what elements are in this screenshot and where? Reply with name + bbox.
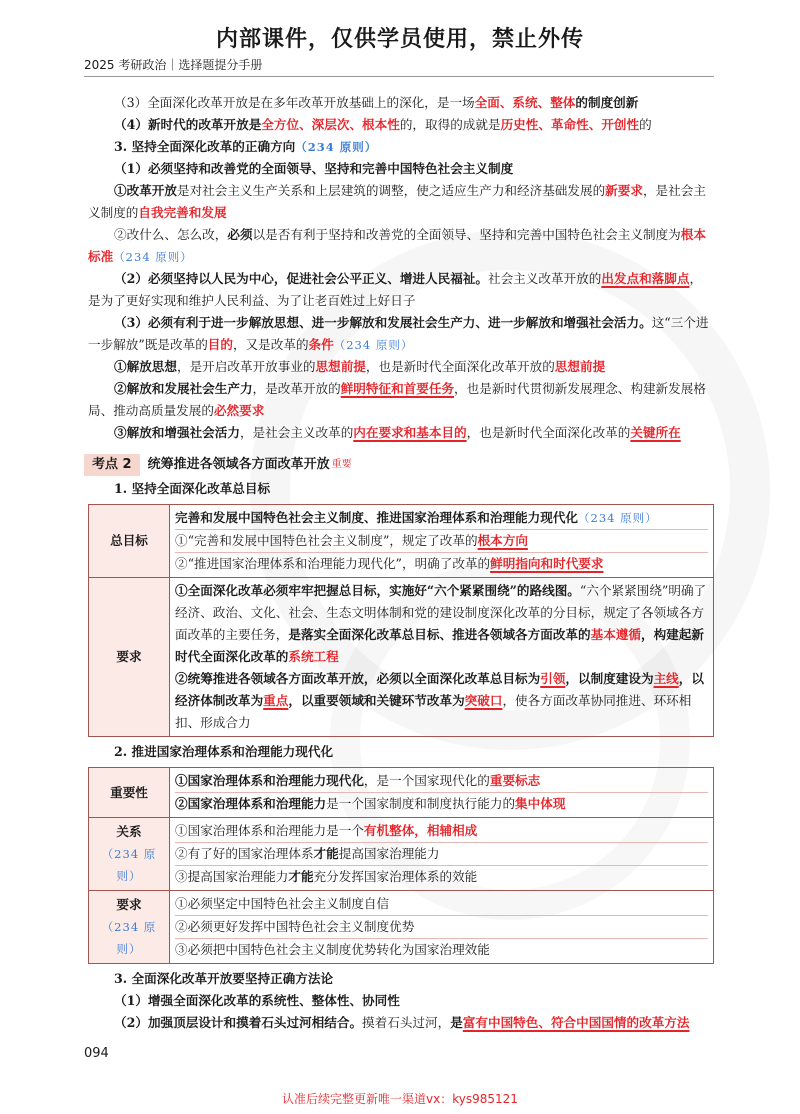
row-label: [89, 818, 170, 891]
text: ①解放思想: [114, 359, 177, 374]
highlight: 关键所在: [630, 425, 681, 440]
row-label: [89, 891, 170, 964]
page-number: 094: [84, 1046, 109, 1061]
point-3-3: [88, 312, 714, 356]
text: ，是社会主义制度的: [88, 183, 706, 220]
text: ③必须把中国特色社会主义制度优势转化为国家治理效能: [175, 938, 708, 961]
text: （2）必须坚持以人民为中心，促进社会公平正义、增进人民福祉。: [114, 271, 488, 286]
row-content: [170, 505, 714, 578]
page-content: [88, 92, 714, 1034]
text: （1）增强全面深化改革的系统性、整体性、协同性: [114, 993, 400, 1008]
text: ，是为了更好实现和维护人民利益、为了让老百姓过上好日子: [88, 271, 703, 308]
text: ②统筹推进各领域各方面改革开放，必须以全面深化改革总目标为: [175, 671, 541, 686]
text: 的，取得的成就是: [399, 117, 501, 132]
text: ，使各方面改革协同推进、环环相扣、形成合力: [175, 693, 692, 730]
label-text: 要求: [116, 897, 142, 912]
table-overall-goal: [88, 504, 714, 737]
text: ①必须坚定中国特色社会主义制度自信: [175, 896, 390, 911]
text: 以是否有利于坚持和改善党的全面领导、坚持和完善中国特色社会主义制度为: [252, 227, 681, 242]
text: 完善和发展中国特色社会主义制度、推进国家治理体系和治理能力现代化: [175, 510, 578, 525]
highlight: 自我完善和发展: [138, 205, 227, 220]
kaodian-2-heading: [88, 454, 714, 476]
text: 才能: [288, 869, 314, 884]
highlight: 主线: [653, 671, 679, 686]
highlight: 系统工程: [288, 649, 339, 664]
header-divider: [84, 76, 714, 77]
text: 这“三个进一步解放”既是改革的: [88, 315, 709, 352]
text: 必须: [227, 227, 253, 242]
highlight: 必然要求: [213, 403, 265, 418]
kaodian-tag: 考点 2: [84, 454, 140, 476]
row-label: 总目标: [89, 505, 170, 578]
highlight: 重要标志: [489, 773, 541, 788]
text: 是: [450, 1015, 463, 1030]
principle-tag: （234 原则）: [333, 338, 414, 352]
label-text: 关系: [116, 824, 142, 839]
row-label: 要求: [89, 578, 170, 737]
section-3-heading: [88, 136, 714, 158]
text: ②改什么、怎么改，: [114, 227, 228, 242]
text: “六个紧紧围绕”明确了经济、政治、文化、社会、生态文明体制和党的建设制度深化改革的分目标，规定了各领域各方面改革的主要任务，: [175, 583, 707, 642]
highlight: 历史性、革命性、开创性: [500, 117, 640, 132]
text: （3）必须有利于进一步解放思想、进一步解放和发展社会生产力、进一步解放和增强社会活力。: [114, 315, 652, 330]
text: 是对社会主义生产关系和上层建筑的调整，使之适应生产力和经济基础发展的: [176, 183, 606, 198]
highlight: 引领: [540, 671, 566, 686]
text: （1）必须坚持和改善党的全面领导、坚持和完善中国特色社会主义制度: [114, 161, 514, 176]
text: 的: [639, 117, 652, 132]
text: 提高国家治理能力: [338, 846, 440, 861]
text: ①国家治理体系和治理能力是一个: [175, 823, 364, 838]
text: ②解放和发展社会生产力: [114, 381, 253, 396]
principle-tag: （234 原则）: [113, 250, 193, 264]
text: ，是开启改革开放事业的: [176, 359, 316, 374]
text: ②“推进国家治理体系和治理能力现代化”，明确了改革的: [175, 556, 491, 571]
text: ①改革开放: [114, 183, 177, 198]
text: ，也是新时代全面深化改革开放的: [365, 359, 555, 374]
highlight: 思想前提: [315, 359, 366, 374]
text: ③解放和增强社会活力: [114, 425, 240, 440]
text: ，又是改革的: [232, 337, 309, 352]
text: ，是社会主义改革的: [239, 425, 354, 440]
highlight: 突破口: [464, 693, 503, 708]
highlight: 思想前提: [554, 359, 606, 374]
text: ，是一个国家现代化的: [363, 773, 490, 788]
text: ，构建起新时代全面深化改革的: [175, 627, 704, 664]
principle-tag: （234 原则）: [295, 140, 378, 154]
highlight: 根本方向: [477, 533, 528, 548]
point-3-1: [88, 158, 714, 180]
text: 的制度创新: [575, 95, 639, 110]
highlight: 全面、系统、整体: [474, 95, 576, 110]
point-3-1-a: [88, 180, 714, 224]
text: ②必须更好发挥中国特色社会主义制度优势: [175, 915, 708, 938]
method-2: [88, 1012, 714, 1034]
header-subtitle: 2025 考研政治｜选择题提分手册: [84, 58, 263, 72]
table-row: [89, 578, 714, 737]
section-3b-heading: 3. 全面深化改革开放要坚持正确方法论: [114, 971, 334, 986]
method-1: [88, 990, 714, 1012]
text: （3）全面深化改革开放是在多年改革开放基础上的深化，是一场: [114, 95, 475, 110]
text: ，也是新时代贯彻新发展理念、构建新发展格局、推动高质量发展的: [88, 381, 706, 418]
text: ③提高国家治理能力: [175, 869, 289, 884]
point-3-2: [88, 268, 714, 312]
text: 是落实全面深化改革总目标、推进各领域各方面改革的: [288, 627, 591, 642]
highlight: 内在要求和基本目的: [353, 425, 467, 440]
table-row: [89, 768, 714, 818]
text: ，也是新时代全面深化改革的: [466, 425, 631, 440]
highlight: 鲜明指向和时代要求: [490, 556, 604, 571]
row-content: [170, 891, 714, 964]
section-title: 3. 坚持全面深化改革的正确方向: [114, 139, 296, 154]
row-content: [170, 768, 714, 818]
principle-tag: （234 原则）: [101, 847, 157, 883]
highlight: 有机整体，相辅相成: [363, 823, 478, 838]
highlight: 根本标准: [88, 227, 706, 264]
table-2-title: 2. 推进国家治理体系和治理能力现代化: [114, 744, 334, 759]
row-label: 重要性: [89, 768, 170, 818]
text: ①国家治理体系和治理能力现代化: [175, 773, 364, 788]
text: 社会主义改革开放的: [487, 271, 602, 286]
text: （2）加强顶层设计和摸着石头过河相结合。: [114, 1015, 363, 1030]
text: 充分发挥国家治理体系的效能: [313, 869, 478, 884]
table-row: [89, 891, 714, 964]
kaodian-title: 统筹推进各领域各方面改革开放: [147, 457, 330, 472]
text: ，是改革开放的: [252, 381, 341, 396]
text: 才能: [313, 846, 339, 861]
important-badge: 重要: [331, 459, 352, 470]
text: ，以制度建设为: [565, 671, 654, 686]
text: ②有了好的国家治理体系: [175, 846, 314, 861]
text: ，以经济体制改革为: [175, 671, 704, 708]
row-content: [170, 818, 714, 891]
text: ①全面深化改革必须牢牢把握总目标，实施好“六个紧紧围绕”的路线图。: [175, 583, 580, 598]
point-3-3-b: [88, 378, 714, 422]
table-1-title: 1. 坚持全面深化改革总目标: [114, 481, 271, 496]
point-3-1-b: [88, 224, 714, 268]
text: （4）新时代的改革开放是: [114, 117, 262, 132]
row-content: [170, 578, 714, 737]
point-3-3-a: [88, 356, 714, 378]
header-title: 内部课件，仅供学员使用，禁止外传: [215, 27, 584, 52]
principle-tag: （234 原则）: [101, 920, 157, 956]
highlight: 出发点和落脚点: [601, 271, 690, 286]
table-row: [89, 818, 714, 891]
highlight: 条件: [308, 337, 334, 352]
table-row: [89, 505, 714, 578]
highlight: 鲜明特征和首要任务: [340, 381, 455, 396]
para-3: [88, 92, 714, 114]
text: ，以重要领域和关键环节改革为: [288, 693, 465, 708]
highlight: 重点: [263, 693, 289, 708]
para-4: [88, 114, 714, 136]
highlight: 全方位、深层次、根本性: [261, 117, 400, 132]
principle-tag: （234 原则）: [578, 511, 658, 525]
text: 摸着石头过河，: [362, 1015, 451, 1030]
text: ②国家治理体系和治理能力: [175, 796, 327, 811]
highlight: 新要求: [605, 183, 643, 198]
text: ①“完善和发展中国特色社会主义制度”，规定了改革的: [175, 533, 478, 548]
highlight: 目的: [207, 337, 233, 352]
text: 是一个国家制度和制度执行能力的: [326, 796, 516, 811]
point-3-3-c: [88, 422, 714, 444]
highlight: 富有中国特色、符合中国国情的改革方法: [462, 1015, 690, 1030]
highlight: 基本遵循: [590, 627, 641, 642]
table-governance: [88, 767, 714, 964]
highlight: 集中体现: [515, 796, 566, 811]
footer-note: 认准后续完整更新唯一渠道vx：kys985121: [282, 1092, 518, 1106]
